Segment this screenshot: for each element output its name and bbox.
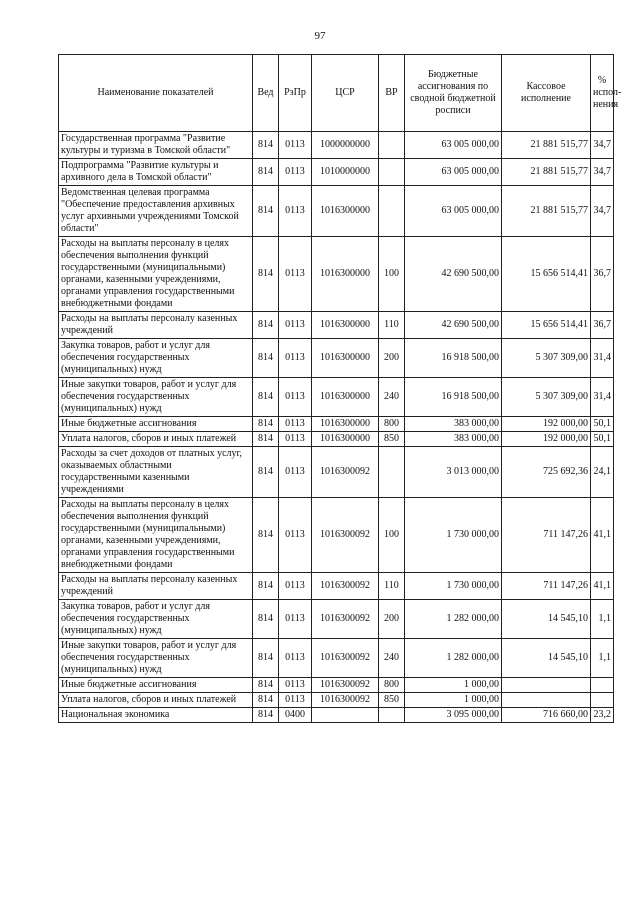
table-row [59,708,614,723]
cell-csr: 1016300000 [312,417,379,432]
cell-csr: 1016300000 [312,339,379,378]
cell-ved: 814 [253,237,279,312]
cell-ved: 814 [253,639,279,678]
cell-vr: 100 [379,237,405,312]
cell-name: Расходы на выплаты персоналу казенных учреждений [59,573,253,600]
cell-cash-execution: 5 307 309,00 [502,339,591,378]
cell-ved: 814 [253,600,279,639]
cell-percent: 36,7 [591,237,614,312]
cell-ved: 814 [253,186,279,237]
table-row [59,693,614,708]
table-row [59,312,614,339]
cell-name: Расходы на выплаты персоналу казенных учреждений [59,312,253,339]
cell-cash-execution: 711 147,26 [502,573,591,600]
cell-cash-execution: 192 000,00 [502,432,591,447]
cell-cash-execution: 716 660,00 [502,708,591,723]
table-row [59,378,614,417]
header-rzpr: РзПр [279,55,312,132]
cell-assignments: 3 095 000,00 [405,708,502,723]
cell-name: Уплата налогов, сборов и иных платежей [59,432,253,447]
cell-percent: 36,7 [591,312,614,339]
cell-assignments: 42 690 500,00 [405,237,502,312]
cell-rzpr: 0113 [279,186,312,237]
cell-cash-execution: 725 692,36 [502,447,591,498]
table-row [59,639,614,678]
cell-assignments: 63 005 000,00 [405,159,502,186]
cell-percent: 34,7 [591,186,614,237]
cell-assignments: 63 005 000,00 [405,186,502,237]
cell-percent: 41,1 [591,498,614,573]
cell-ved: 814 [253,432,279,447]
header-cash-execution: Кассовое исполнение [502,55,591,132]
cell-vr: 800 [379,678,405,693]
cell-percent: 23,2 [591,708,614,723]
cell-rzpr: 0113 [279,639,312,678]
table-row [59,339,614,378]
cell-name: Государственная программа "Развитие культуры и туризма в Томской области" [59,132,253,159]
cell-cash-execution: 21 881 515,77 [502,186,591,237]
cell-assignments: 1 282 000,00 [405,639,502,678]
cell-ved: 814 [253,417,279,432]
cell-csr: 1016300092 [312,498,379,573]
cell-name: Иные закупки товаров, работ и услуг для обеспечения государственных (муниципальных) нужд [59,639,253,678]
table-row [59,159,614,186]
cell-vr [379,447,405,498]
cell-cash-execution: 14 545,10 [502,600,591,639]
cell-vr [379,708,405,723]
cell-csr: 1016300092 [312,678,379,693]
table-row [59,417,614,432]
table-row [59,132,614,159]
cell-rzpr: 0113 [279,339,312,378]
cell-name: Иные бюджетные ассигнования [59,678,253,693]
cell-cash-execution: 5 307 309,00 [502,378,591,417]
cell-rzpr: 0113 [279,498,312,573]
cell-rzpr: 0113 [279,378,312,417]
cell-vr: 850 [379,693,405,708]
cell-vr [379,132,405,159]
cell-ved: 814 [253,678,279,693]
cell-cash-execution: 192 000,00 [502,417,591,432]
table-header-row [59,55,614,132]
table-row [59,237,614,312]
cell-percent: 1,1 [591,600,614,639]
cell-rzpr: 0400 [279,708,312,723]
cell-csr: 1010000000 [312,159,379,186]
cell-name: Расходы за счет доходов от платных услуг, оказываемых областными государственными казенными учреждениями [59,447,253,498]
cell-vr: 110 [379,573,405,600]
header-percent: % испол-нения [591,55,614,132]
header-vr: ВР [379,55,405,132]
cell-percent: 34,7 [591,132,614,159]
table-row [59,573,614,600]
cell-assignments: 1 730 000,00 [405,573,502,600]
cell-csr: 1016300000 [312,312,379,339]
cell-cash-execution: 21 881 515,77 [502,132,591,159]
cell-csr: 1016300000 [312,237,379,312]
cell-name: Подпрограмма "Развитие культуры и архивного дела в Томской области" [59,159,253,186]
cell-percent: 31,4 [591,378,614,417]
cell-csr: 1016300092 [312,447,379,498]
header-name: Наименование показателей [59,55,253,132]
cell-ved: 814 [253,339,279,378]
cell-rzpr: 0113 [279,678,312,693]
cell-vr: 800 [379,417,405,432]
table-row [59,432,614,447]
cell-assignments: 1 730 000,00 [405,498,502,573]
cell-vr: 240 [379,639,405,678]
cell-csr: 1000000000 [312,132,379,159]
cell-percent: 41,1 [591,573,614,600]
cell-vr: 240 [379,378,405,417]
cell-vr: 100 [379,498,405,573]
cell-cash-execution [502,693,591,708]
cell-name: Расходы на выплаты персоналу в целях обеспечения выполнения функций государственными (муниципальными) органами, казенными учреждениями, органами управления государственными внебюджетными фондами [59,237,253,312]
cell-csr: 1016300092 [312,639,379,678]
cell-name: Уплата налогов, сборов и иных платежей [59,693,253,708]
table-row [59,600,614,639]
cell-ved: 814 [253,498,279,573]
cell-cash-execution: 711 147,26 [502,498,591,573]
header-assignments: Бюджетные ассигнования по сводной бюджетной росписи [405,55,502,132]
cell-rzpr: 0113 [279,447,312,498]
cell-csr: 1016300000 [312,186,379,237]
cell-assignments: 383 000,00 [405,432,502,447]
table-row [59,498,614,573]
cell-ved: 814 [253,312,279,339]
cell-csr [312,708,379,723]
cell-percent [591,693,614,708]
cell-vr: 850 [379,432,405,447]
cell-percent: 34,7 [591,159,614,186]
cell-cash-execution: 15 656 514,41 [502,312,591,339]
cell-rzpr: 0113 [279,159,312,186]
cell-ved: 814 [253,708,279,723]
cell-name: Национальная экономика [59,708,253,723]
cell-vr: 110 [379,312,405,339]
cell-vr [379,159,405,186]
table-row [59,186,614,237]
cell-name: Иные закупки товаров, работ и услуг для обеспечения государственных (муниципальных) нужд [59,378,253,417]
cell-ved: 814 [253,132,279,159]
cell-rzpr: 0113 [279,417,312,432]
cell-csr: 1016300092 [312,693,379,708]
cell-rzpr: 0113 [279,237,312,312]
cell-rzpr: 0113 [279,573,312,600]
cell-assignments: 42 690 500,00 [405,312,502,339]
page-number: 97 [314,30,326,42]
cell-percent: 50,1 [591,417,614,432]
cell-assignments: 16 918 500,00 [405,378,502,417]
cell-rzpr: 0113 [279,432,312,447]
cell-cash-execution [502,678,591,693]
budget-table [58,54,622,723]
header-ved: Вед [253,55,279,132]
cell-percent [591,678,614,693]
cell-percent: 1,1 [591,639,614,678]
cell-ved: 814 [253,159,279,186]
table-row [59,447,614,498]
cell-assignments: 16 918 500,00 [405,339,502,378]
cell-percent: 31,4 [591,339,614,378]
cell-percent: 50,1 [591,432,614,447]
cell-name: Ведомственная целевая программа "Обеспечение предоставления архивных услуг архивными учреждениями Томской области" [59,186,253,237]
cell-name: Закупка товаров, работ и услуг для обеспечения государственных (муниципальных) нужд [59,600,253,639]
cell-ved: 814 [253,378,279,417]
cell-name: Закупка товаров, работ и услуг для обеспечения государственных (муниципальных) нужд [59,339,253,378]
cell-vr [379,186,405,237]
cell-vr: 200 [379,600,405,639]
header-csr: ЦСР [312,55,379,132]
cell-assignments: 3 013 000,00 [405,447,502,498]
cell-rzpr: 0113 [279,132,312,159]
cell-rzpr: 0113 [279,693,312,708]
cell-percent: 24,1 [591,447,614,498]
cell-csr: 1016300092 [312,573,379,600]
cell-assignments: 383 000,00 [405,417,502,432]
cell-ved: 814 [253,693,279,708]
cell-ved: 814 [253,447,279,498]
cell-assignments: 1 000,00 [405,693,502,708]
cell-csr: 1016300000 [312,378,379,417]
cell-vr: 200 [379,339,405,378]
cell-rzpr: 0113 [279,312,312,339]
table-row [59,678,614,693]
cell-name: Расходы на выплаты персоналу в целях обеспечения выполнения функций государственными (муниципальными) органами, казенными учреждениями, органами управления государственными внебюджетными фондами [59,498,253,573]
cell-ved: 814 [253,573,279,600]
cell-csr: 1016300092 [312,600,379,639]
cell-name: Иные бюджетные ассигнования [59,417,253,432]
cell-rzpr: 0113 [279,600,312,639]
cell-cash-execution: 14 545,10 [502,639,591,678]
cell-assignments: 1 282 000,00 [405,600,502,639]
cell-cash-execution: 15 656 514,41 [502,237,591,312]
cell-cash-execution: 21 881 515,77 [502,159,591,186]
cell-assignments: 63 005 000,00 [405,132,502,159]
cell-assignments: 1 000,00 [405,678,502,693]
cell-csr: 1016300000 [312,432,379,447]
